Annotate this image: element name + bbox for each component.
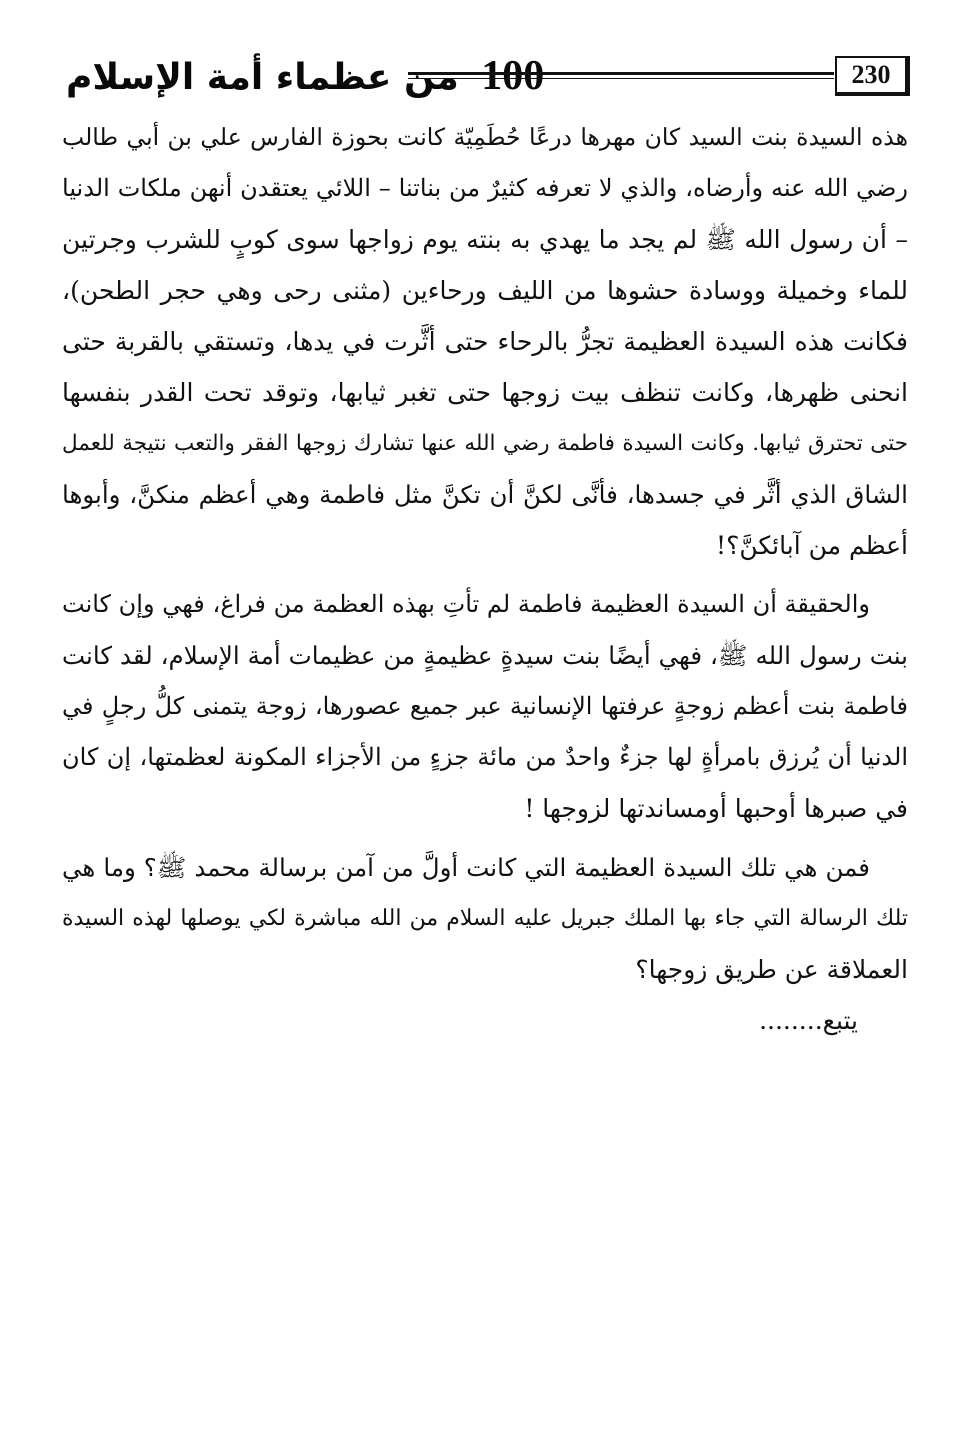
title-number: 100 (481, 53, 545, 99)
text-line: الدنيا أن يُرزق بامرأةٍ لها جزءٌ واحدٌ من مائة جزءٍ من الأجزاء المكونة لعظمتها، إن كان (62, 743, 908, 771)
page-number: 230 (835, 56, 910, 96)
text-line: فاطمة بنت أعظم زوجةٍ عرفتها الإنسانية عبر جميع عصورها، زوجة يتمنى كلُّ رجلٍ في (62, 692, 908, 720)
running-header (66, 50, 910, 102)
paragraph-gap (62, 834, 908, 842)
text-line: والحقيقة أن السيدة العظيمة فاطمة لم تأتِ بهذه العظمة من فراغ، فهي وإن كانت (62, 590, 870, 618)
paragraph-2 (62, 579, 908, 834)
paragraph-1 (62, 112, 908, 571)
paragraph-3 (62, 842, 908, 995)
text-line: أعظم من آبائكنَّ؟! (716, 531, 908, 560)
text-line: رضي الله عنه وأرضاه، والذي لا تعرفه كثيرٌ من بناتنا – اللائي يعتقدن أنهن ملكات الدنيا (62, 174, 908, 202)
text-line: العملاقة عن طريق زوجها؟ (635, 955, 908, 984)
paragraph-gap (62, 571, 908, 579)
text-line: هذه السيدة بنت السيد كان مهرها درعًا حُطَمِيّة كانت بحوزة الفارس علي بن أبي طالب (62, 123, 908, 151)
text-line: للماء وخميلة ووسادة حشوها من الليف ورحاءين (مثنى رحى وهي حجر الطحن)، (62, 276, 908, 305)
text-line: حتى تحترق ثيابها. وكانت السيدة فاطمة رضي الله عنها تشارك زوجها الفقر والتعب نتيجة للعمل (62, 431, 908, 456)
text-line: الشاق الذي أثَّر في جسدها، فأنَّى لكنَّ أن تكنَّ مثل فاطمة وهي أعظم منكنَّ، وأبوها (62, 480, 908, 509)
text-line: بنت رسول الله ﷺ، فهي أيضًا بنت سيدةٍ عظيمةٍ من عظيمات أمة الإسلام، لقد كانت (62, 641, 908, 670)
text-line: تلك الرسالة التي جاء بها الملك جبريل عليه السلام من الله مباشرة لكي يوصلها لهذه السيدة (62, 906, 908, 931)
text-line: في صبرها أوحبها أومساندتها لزوجها ! (524, 794, 908, 823)
text-line: – أن رسول الله ﷺ لم يجد ما يهدي به بنته يوم زواجها سوى كوبٍ للشرب وجرتين (62, 225, 908, 254)
text-line: فكانت هذه السيدة العظيمة تجرُّ بالرحاء حتى أثَّرت في يدها، وتستقي بالقربة حتى (62, 327, 908, 356)
header-rule (408, 72, 834, 79)
text-line: انحنى ظهرها، وكانت تنظف بيت زوجها حتى تغبر ثيابها، وتوقد تحت القدر بنفسها (62, 378, 908, 407)
title-text: من عظماء أمة الإسلام (66, 57, 459, 98)
body-text (62, 112, 908, 1046)
continued-note: يتبع........ (759, 1006, 858, 1035)
text-line: فمن هي تلك السيدة العظيمة التي كانت أولَّ من آمن برسالة محمد ﷺ؟ وما هي (62, 853, 870, 882)
